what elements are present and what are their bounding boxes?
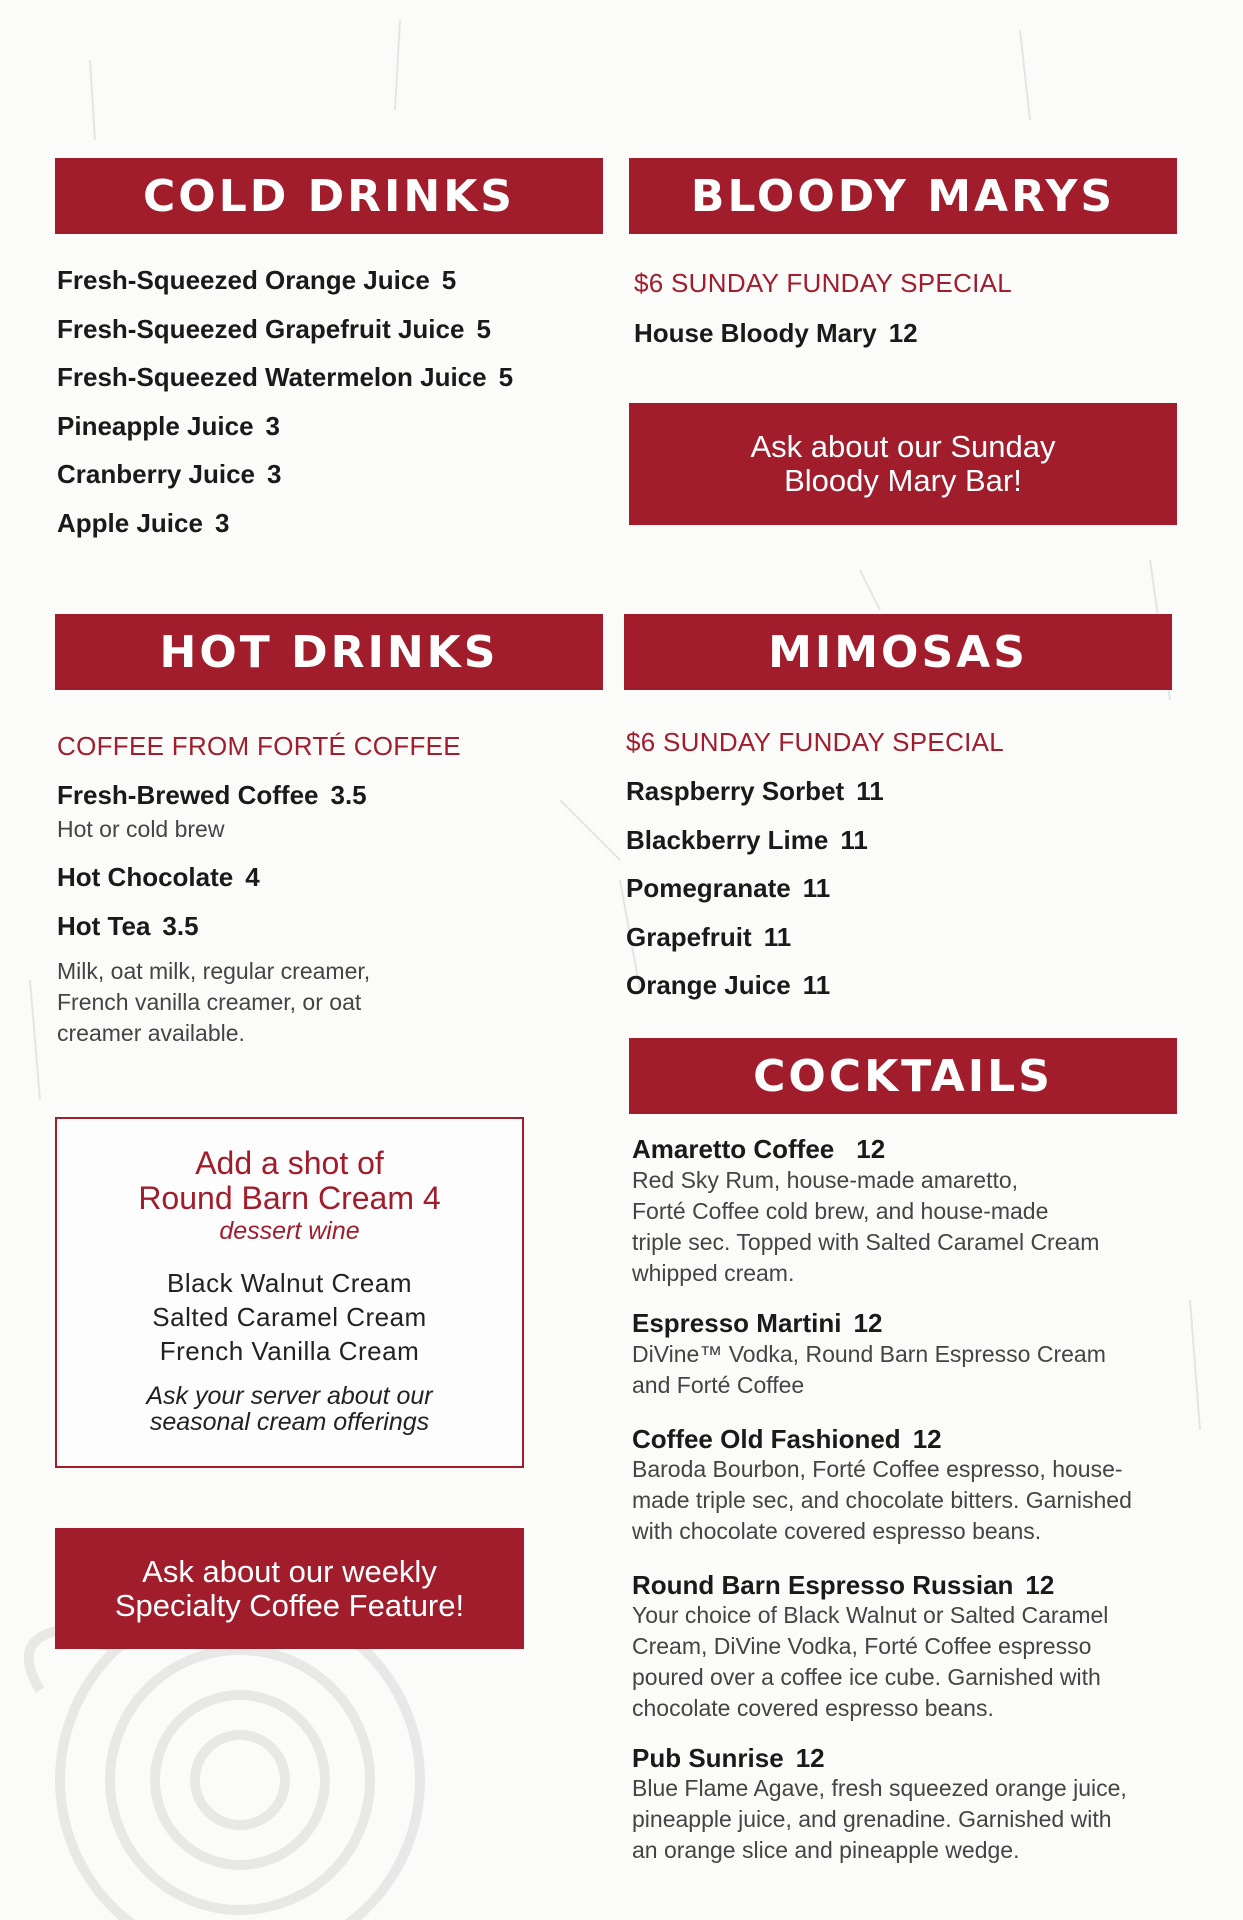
cold-drinks-banner [55, 158, 603, 234]
round-barn-cream-box [55, 1117, 524, 1468]
mimosas-title: MIMOSAS [768, 626, 1028, 678]
list-item: House Bloody Mary 12 [634, 318, 918, 348]
mimosas-banner [624, 614, 1172, 690]
cream-flavor: French Vanilla Cream [159, 1336, 420, 1366]
bloody-marys-title: BLOODY MARYS [690, 170, 1116, 222]
cold-drinks-title: COLD DRINKS [143, 170, 515, 222]
item-description: Baroda Bourbon, Forté Coffee espresso, house- made triple sec, and chocolate bitters. Garnished with chocolate covered espresso beans. [632, 1456, 1132, 1544]
list-item: Apple Juice 3 [57, 508, 230, 538]
item-description: Blue Flame Agave, fresh squeezed orange juice, pineapple juice, and grenadine. Garnished with an orange slice and pineapple wedge. [632, 1775, 1127, 1863]
list-item: Raspberry Sorbet 11 [626, 776, 884, 806]
list-item: Pineapple Juice 3 [57, 411, 280, 441]
cream-subtitle: dessert wine [219, 1217, 360, 1245]
cream-title-line1: Add a shot of [195, 1145, 384, 1181]
item-description: Hot or cold brew [57, 816, 225, 842]
list-item: Espresso Martini 12 [632, 1308, 883, 1338]
list-item: Pomegranate 11 [626, 873, 831, 903]
list-item: Hot Chocolate 4 [57, 862, 260, 892]
list-item: Fresh-Squeezed Watermelon Juice 5 [57, 362, 514, 392]
cocktails-banner [629, 1038, 1177, 1114]
list-item: Fresh-Squeezed Orange Juice 5 [57, 265, 457, 295]
cream-flavor: Black Walnut Cream [167, 1268, 412, 1298]
cream-flavor: Salted Caramel Cream [152, 1302, 427, 1332]
list-item: Hot Tea 3.5 [57, 911, 199, 941]
list-item: Fresh-Brewed Coffee 3.5 [57, 780, 367, 810]
list-item: Round Barn Espresso Russian 12 [632, 1570, 1055, 1600]
creamer-note: Milk, oat milk, regular creamer, French vanilla creamer, or oat creamer available. [57, 958, 371, 1046]
hot-drinks-title: HOT DRINKS [159, 626, 499, 678]
list-item: Pub Sunrise 12 [632, 1743, 825, 1773]
item-description: Red Sky Rum, house-made amaretto, Forté Coffee cold brew, and house-made triple sec. Topped with Salted Caramel Cream whipped cream. [632, 1167, 1100, 1286]
list-item: Grapefruit 11 [626, 922, 792, 952]
list-item: Blackberry Lime 11 [626, 825, 868, 855]
hot-drinks-subhead: COFFEE FROM FORTÉ COFFEE [57, 731, 461, 761]
bloody-marys-special: $6 SUNDAY FUNDAY SPECIAL [634, 268, 1013, 298]
mimosas-special: $6 SUNDAY FUNDAY SPECIAL [626, 727, 1005, 757]
list-item: Coffee Old Fashioned 12 [632, 1424, 942, 1454]
cream-title-line2: Round Barn Cream 4 [138, 1180, 441, 1216]
cream-note-line1: Ask your server about our [146, 1382, 433, 1410]
item-description: Your choice of Black Walnut or Salted Caramel Cream, DiVine Vodka, Forté Coffee espresso poured over a coffee ice cube. Garnished with chocolate covered espresso beans. [632, 1602, 1109, 1721]
list-item: Fresh-Squeezed Grapefruit Juice 5 [57, 314, 491, 344]
cocktails-title: COCKTAILS [753, 1050, 1053, 1102]
bloody-marys-banner [629, 158, 1177, 234]
hot-drinks-banner [55, 614, 603, 690]
list-item: Cranberry Juice 3 [57, 459, 282, 489]
list-item: Orange Juice 11 [626, 970, 831, 1000]
bloody-mary-bar-callout: Ask about our Sunday Bloody Mary Bar! [629, 403, 1177, 525]
specialty-coffee-callout: Ask about our weekly Specialty Coffee Feature! [55, 1528, 524, 1649]
cream-note-line2: seasonal cream offerings [149, 1408, 430, 1436]
list-item: Amaretto Coffee 12 [632, 1134, 886, 1164]
item-description: DiVine™ Vodka, Round Barn Espresso Cream and Forté Coffee [632, 1341, 1106, 1398]
